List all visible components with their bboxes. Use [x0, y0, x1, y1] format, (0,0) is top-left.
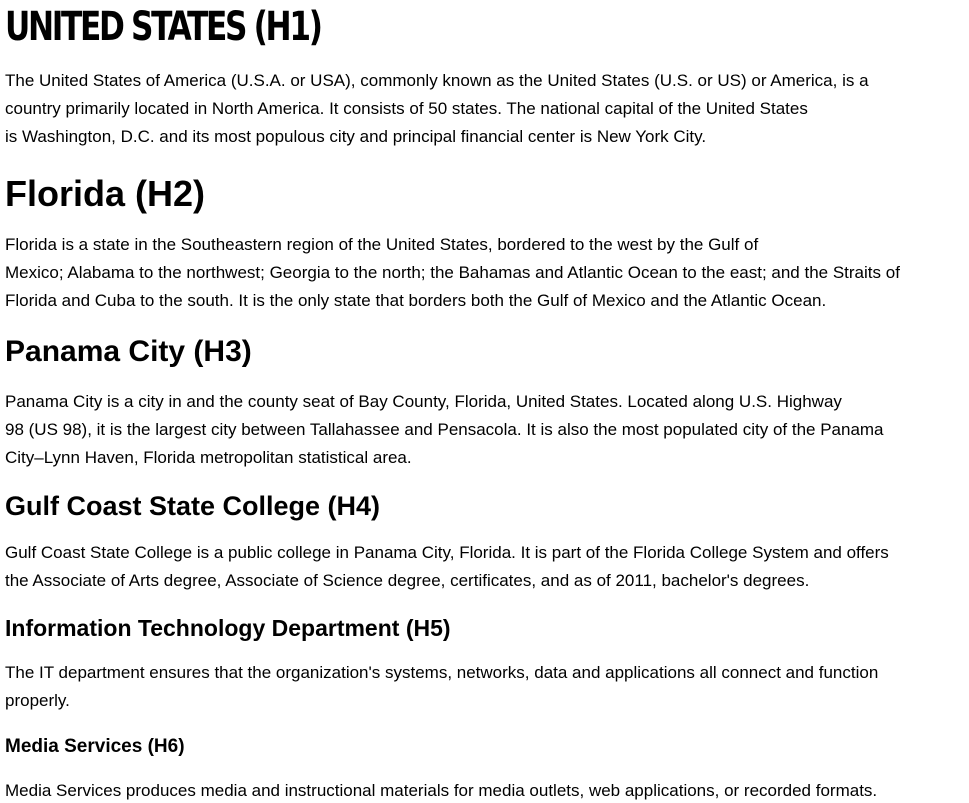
paragraph-line: The United States of America (U.S.A. or USA), commonly known as the United States (U.S. or US) or America, is a: [5, 71, 869, 90]
paragraph-line: The IT department ensures that the organization's systems, networks, data and applications all connect and function: [5, 663, 879, 682]
paragraph-line: Media Services produces media and instructional materials for media outlets, web applications, or recorded formats.: [5, 781, 878, 800]
paragraph-line: Florida is a state in the Southeastern region of the United States, bordered to the west by the Gulf of: [5, 235, 759, 254]
paragraph-united-states: [5, 67, 869, 151]
paragraph-panama-city: [5, 388, 884, 472]
paragraph-line: City–Lynn Haven, Florida metropolitan statistical area.: [5, 448, 412, 467]
heading-media-services: Media Services (H6): [5, 736, 185, 757]
paragraph-line: Florida and Cuba to the south. It is the only state that borders both the Gulf of Mexico and the Atlantic Ocean.: [5, 291, 827, 310]
heading-information-technology: Information Technology Department (H5): [5, 615, 451, 641]
paragraph-line: the Associate of Arts degree, Associate of Science degree, certificates, and as of 2011, bachelor's degrees.: [5, 571, 810, 590]
paragraph-gulf-coast-state-college: [5, 539, 889, 595]
paragraph-florida: [5, 231, 900, 315]
heading-florida: Florida (H2): [5, 173, 206, 214]
paragraph-line: Mexico; Alabama to the northwest; Georgia to the north; the Bahamas and Atlantic Ocean to the east; and the Straits of: [5, 263, 900, 282]
paragraph-line: properly.: [5, 691, 70, 710]
paragraph-line: country primarily located in North America. It consists of 50 states. The national capital of the United States: [5, 99, 808, 118]
paragraph-information-technology: [5, 659, 878, 715]
heading-united-states: UNITED STATES (H1): [5, 4, 321, 50]
paragraph-line: Gulf Coast State College is a public college in Panama City, Florida. It is part of the Florida College System and offers: [5, 543, 889, 562]
heading-panama-city: Panama City (H3): [5, 335, 252, 368]
paragraph-media-services: [5, 777, 877, 803]
paragraph-line: 98 (US 98), it is the largest city between Tallahassee and Pensacola. It is also the most populated city of the Panama: [5, 420, 884, 439]
paragraph-line: Panama City is a city in and the county seat of Bay County, Florida, United States. Located along U.S. Highway: [5, 392, 842, 411]
paragraph-line: is Washington, D.C. and its most populous city and principal financial center is New York City.: [5, 127, 707, 146]
heading-gulf-coast-state-college: Gulf Coast State College (H4): [5, 491, 381, 521]
